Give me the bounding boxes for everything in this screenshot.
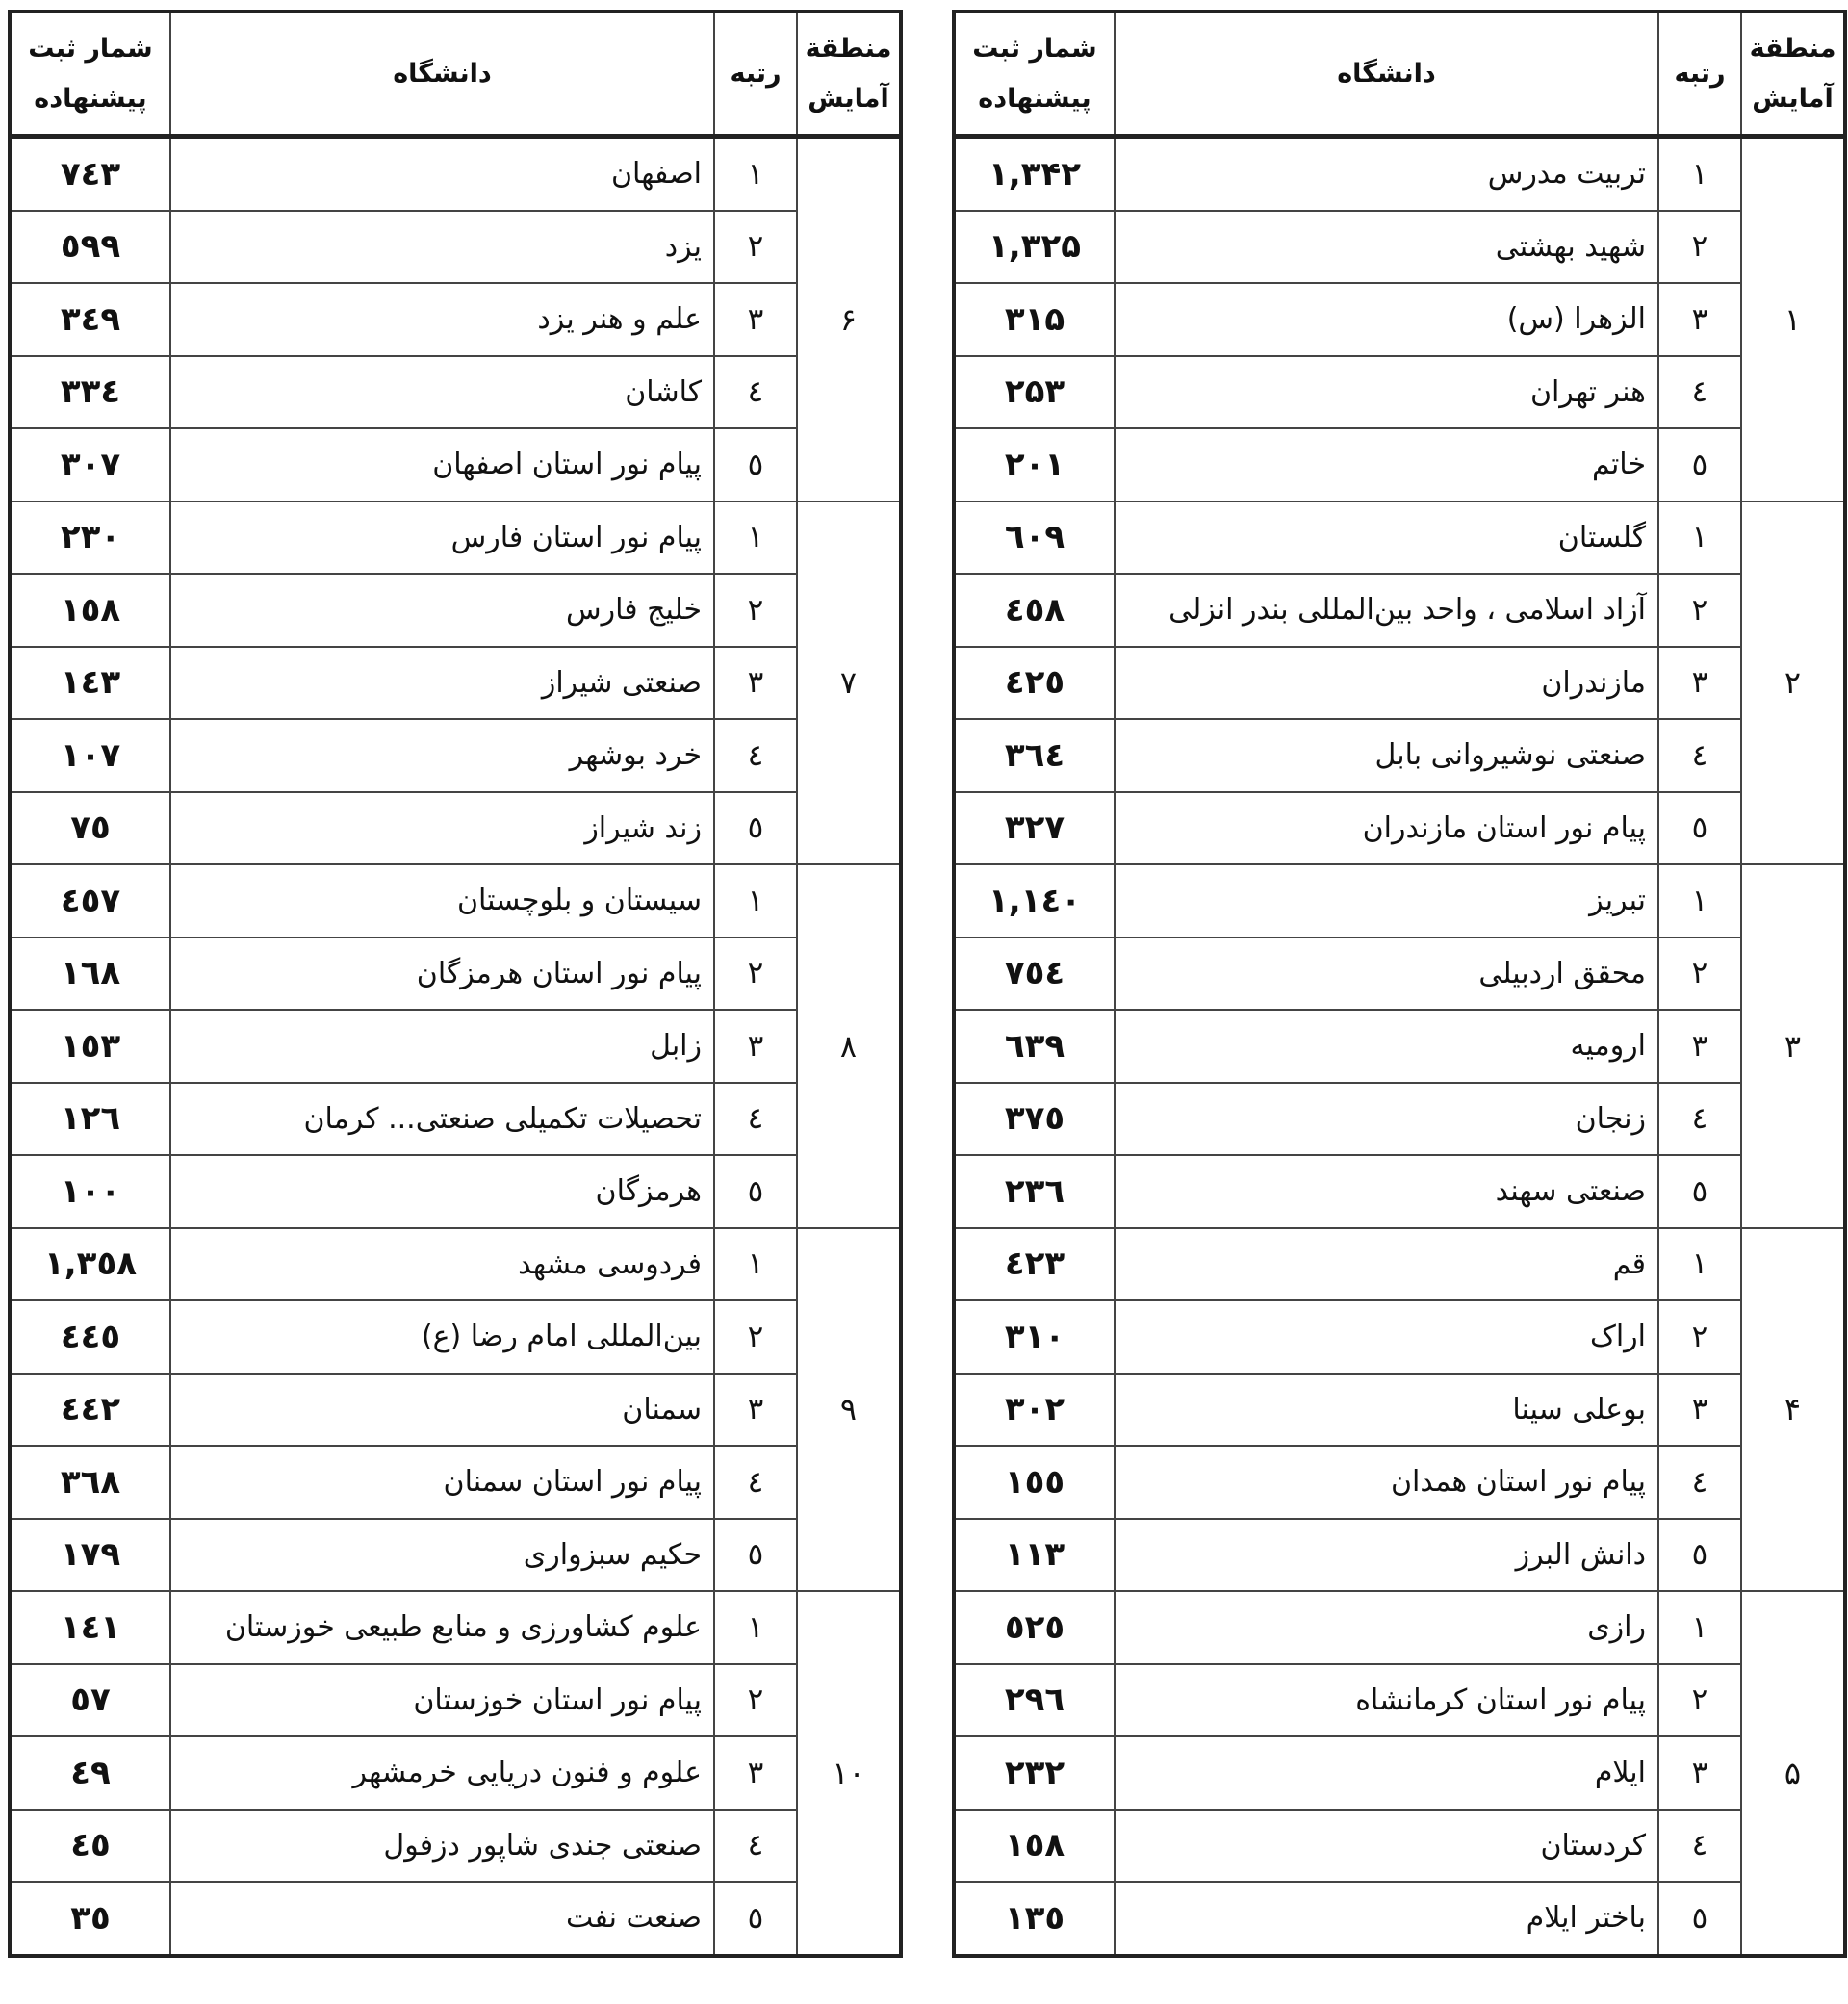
university-cell: تحصیلات تکمیلی صنعتی... کرمان — [170, 1083, 714, 1156]
rank-cell: ۱ — [714, 864, 797, 938]
count-cell: ۳۷٥ — [954, 1083, 1115, 1156]
count-cell: ٤۲۳ — [954, 1228, 1115, 1301]
count-cell: ۳٦٤ — [954, 719, 1115, 792]
rank-cell: ۱ — [714, 501, 797, 575]
table-header — [954, 12, 1845, 137]
ranking-table-right — [952, 10, 1847, 1958]
university-cell: زند شیراز — [170, 792, 714, 865]
university-cell: یزد — [170, 211, 714, 284]
count-cell: ۳٤۹ — [10, 283, 170, 356]
university-cell: شهید بهشتی — [1115, 211, 1658, 284]
region-cell: ۲ — [1741, 501, 1845, 865]
rank-cell: ٥ — [1658, 1155, 1741, 1228]
table-row — [10, 1736, 901, 1810]
header-university: دانشگاه — [1115, 12, 1658, 137]
count-cell: ۱۷۹ — [10, 1519, 170, 1592]
table-row — [954, 1155, 1845, 1228]
university-cell: بوعلی سینا — [1115, 1374, 1658, 1447]
table-row — [10, 1300, 901, 1374]
rank-cell: ۲ — [1658, 211, 1741, 284]
rank-cell: ۳ — [1658, 283, 1741, 356]
table-row — [10, 501, 901, 575]
university-cell: علم و هنر یزد — [170, 283, 714, 356]
rank-cell: ۳ — [714, 1736, 797, 1810]
table-row — [954, 1374, 1845, 1447]
count-cell: ٤٥۸ — [954, 574, 1115, 647]
rank-cell: ٤ — [714, 1810, 797, 1883]
table-row — [10, 938, 901, 1011]
rank-cell: ۲ — [1658, 938, 1741, 1011]
rank-cell: ۲ — [1658, 1300, 1741, 1374]
rank-cell: ٤ — [714, 356, 797, 429]
rank-cell: ٥ — [1658, 1519, 1741, 1592]
table-row — [954, 574, 1845, 647]
count-cell: ۳٦۸ — [10, 1446, 170, 1519]
count-cell: ۷٥٤ — [954, 938, 1115, 1011]
university-cell: قم — [1115, 1228, 1658, 1301]
university-cell: پیام نور استان خوزستان — [170, 1664, 714, 1737]
table-row — [954, 864, 1845, 938]
rank-cell: ٤ — [714, 719, 797, 792]
table-row — [10, 647, 901, 720]
rank-cell: ۲ — [1658, 574, 1741, 647]
table-body — [954, 137, 1845, 1956]
count-cell: ٦۳۹ — [954, 1010, 1115, 1083]
rank-cell: ٤ — [714, 1083, 797, 1156]
table-header — [10, 12, 901, 137]
table-row — [954, 501, 1845, 575]
count-cell: ۱٥۸ — [954, 1810, 1115, 1883]
header-university: دانشگاه — [170, 12, 714, 137]
count-cell: ٤٤۲ — [10, 1374, 170, 1447]
rank-cell: ٥ — [1658, 792, 1741, 865]
rank-cell: ٤ — [1658, 1083, 1741, 1156]
count-cell: ۱۲٦ — [10, 1083, 170, 1156]
rank-cell: ٤ — [714, 1446, 797, 1519]
header-region: منطقة آمایش — [1741, 12, 1845, 137]
count-cell: ۲۵۳ — [954, 356, 1115, 429]
rank-cell: ۲ — [714, 1300, 797, 1374]
count-cell: ۱۰۷ — [10, 719, 170, 792]
rank-cell: ۱ — [714, 1591, 797, 1664]
university-cell: صنعتی سهند — [1115, 1155, 1658, 1228]
region-cell: ۵ — [1741, 1591, 1845, 1956]
university-cell: فردوسی مشهد — [170, 1228, 714, 1301]
university-cell: محقق اردبیلی — [1115, 938, 1658, 1011]
count-cell: ۷٤۳ — [10, 137, 170, 211]
count-cell: ۲۳٦ — [954, 1155, 1115, 1228]
count-cell: ٤٥۷ — [10, 864, 170, 938]
table-row — [954, 1736, 1845, 1810]
region-cell: ۷ — [797, 501, 901, 865]
count-cell: ۳۳٤ — [10, 356, 170, 429]
header-count: شمار ثبت پیشنهاده — [10, 12, 170, 137]
count-cell: ۳۰۷ — [10, 428, 170, 501]
table-row — [954, 211, 1845, 284]
count-cell: ۳۱۵ — [954, 283, 1115, 356]
table-row — [954, 792, 1845, 865]
rank-cell: ۱ — [1658, 864, 1741, 938]
university-cell: پیام نور استان هرمزگان — [170, 938, 714, 1011]
university-cell: هرمزگان — [170, 1155, 714, 1228]
rank-cell: ۳ — [714, 647, 797, 720]
count-cell: ۱٥٥ — [954, 1446, 1115, 1519]
table-row — [10, 1810, 901, 1883]
rank-cell: ۳ — [714, 283, 797, 356]
university-cell: پیام نور استان مازندران — [1115, 792, 1658, 865]
count-cell: ۲۹٦ — [954, 1664, 1115, 1737]
count-cell: ٤٥ — [10, 1810, 170, 1883]
count-cell: ۱,۳۴۲ — [954, 137, 1115, 211]
header-rank: رتبه — [1658, 12, 1741, 137]
table-row — [10, 1374, 901, 1447]
university-cell: علوم کشاورزی و منابع طبیعی خوزستان — [170, 1591, 714, 1664]
count-cell: ۳۱۰ — [954, 1300, 1115, 1374]
region-cell: ۱ — [1741, 137, 1845, 501]
rank-cell: ٤ — [1658, 1446, 1741, 1519]
header-region: منطقة آمایش — [797, 12, 901, 137]
university-cell: حکیم سبزواری — [170, 1519, 714, 1592]
university-cell: سیستان و بلوچستان — [170, 864, 714, 938]
university-cell: پیام نور استان سمنان — [170, 1446, 714, 1519]
table-row — [10, 1446, 901, 1519]
table-row — [954, 1882, 1845, 1956]
rank-cell: ٥ — [714, 428, 797, 501]
university-cell: بین‌المللی امام رضا (ع) — [170, 1300, 714, 1374]
university-cell: رازی — [1115, 1591, 1658, 1664]
university-cell: سمنان — [170, 1374, 714, 1447]
table-row — [10, 1010, 901, 1083]
rank-cell: ۱ — [1658, 501, 1741, 575]
university-cell: علوم و فنون دریایی خرمشهر — [170, 1736, 714, 1810]
table-row — [954, 647, 1845, 720]
table-row — [954, 1591, 1845, 1664]
university-cell: زابل — [170, 1010, 714, 1083]
region-cell: ۸ — [797, 864, 901, 1228]
rank-cell: ٥ — [714, 792, 797, 865]
region-cell: ۳ — [1741, 864, 1845, 1228]
rank-cell: ۳ — [1658, 1736, 1741, 1810]
table-row — [954, 356, 1845, 429]
table-row — [954, 1519, 1845, 1592]
university-cell: پیام نور استان اصفهان — [170, 428, 714, 501]
university-cell: صنعتی شیراز — [170, 647, 714, 720]
count-cell: ٥۹۹ — [10, 211, 170, 284]
university-cell: باختر ایلام — [1115, 1882, 1658, 1956]
count-cell: ۲۰۱ — [954, 428, 1115, 501]
table-row — [954, 938, 1845, 1011]
rank-cell: ۳ — [714, 1010, 797, 1083]
university-cell: ارومیه — [1115, 1010, 1658, 1083]
rank-cell: ۲ — [714, 211, 797, 284]
count-cell: ٥۷ — [10, 1664, 170, 1737]
count-cell: ۷٥ — [10, 792, 170, 865]
count-cell: ٤۹ — [10, 1736, 170, 1810]
count-cell: ۱,۳۲۵ — [954, 211, 1115, 284]
university-cell: اصفهان — [170, 137, 714, 211]
university-cell: پیام نور استان همدان — [1115, 1446, 1658, 1519]
rank-cell: ۳ — [714, 1374, 797, 1447]
university-cell: تبریز — [1115, 864, 1658, 938]
count-cell: ۱,۱٤۰ — [954, 864, 1115, 938]
rank-cell: ٥ — [1658, 1882, 1741, 1956]
count-cell: ۱٥۸ — [10, 574, 170, 647]
rank-cell: ۲ — [714, 1664, 797, 1737]
rank-cell: ٤ — [1658, 719, 1741, 792]
rank-cell: ۲ — [714, 574, 797, 647]
count-cell: ۳۲۷ — [954, 792, 1115, 865]
rank-cell: ۱ — [1658, 1591, 1741, 1664]
count-cell: ۳٥ — [10, 1882, 170, 1956]
university-cell: تربیت مدرس — [1115, 137, 1658, 211]
table-row — [10, 211, 901, 284]
university-cell: ایلام — [1115, 1736, 1658, 1810]
university-cell: مازندران — [1115, 647, 1658, 720]
table-row — [10, 428, 901, 501]
rank-cell: ٤ — [1658, 1810, 1741, 1883]
rank-cell: ٥ — [1658, 428, 1741, 501]
table-row — [954, 1083, 1845, 1156]
university-cell: الزهرا (س) — [1115, 283, 1658, 356]
region-cell: ۶ — [797, 137, 901, 501]
rank-cell: ۳ — [1658, 1374, 1741, 1447]
university-cell: گلستان — [1115, 501, 1658, 575]
count-cell: ۲۳۰ — [10, 501, 170, 575]
university-cell: کردستان — [1115, 1810, 1658, 1883]
count-cell: ۱٤۱ — [10, 1591, 170, 1664]
rank-cell: ۱ — [1658, 137, 1741, 211]
count-cell: ۱,۳٥۸ — [10, 1228, 170, 1301]
count-cell: ٥۲٥ — [954, 1591, 1115, 1664]
university-cell: اراک — [1115, 1300, 1658, 1374]
table-row — [10, 283, 901, 356]
university-cell: خاتم — [1115, 428, 1658, 501]
count-cell: ۱۳٥ — [954, 1882, 1115, 1956]
table-row — [10, 574, 901, 647]
table-row — [10, 1083, 901, 1156]
university-cell: صنعتی نوشیروانی بابل — [1115, 719, 1658, 792]
university-cell: دانش البرز — [1115, 1519, 1658, 1592]
table-row — [954, 428, 1845, 501]
header-rank: رتبه — [714, 12, 797, 137]
rank-cell: ٥ — [714, 1882, 797, 1956]
rank-cell: ۲ — [1658, 1664, 1741, 1737]
rank-cell: ۱ — [1658, 1228, 1741, 1301]
table-row — [954, 137, 1845, 211]
ranking-table-left — [8, 10, 903, 1958]
rank-cell: ۱ — [714, 137, 797, 211]
university-cell: هنر تهران — [1115, 356, 1658, 429]
count-cell: ۲۳۲ — [954, 1736, 1115, 1810]
table-row — [10, 1882, 901, 1956]
rank-cell: ۱ — [714, 1228, 797, 1301]
table-row — [10, 1155, 901, 1228]
table-row — [954, 1010, 1845, 1083]
count-cell: ۱۰۰ — [10, 1155, 170, 1228]
table-row — [954, 1300, 1845, 1374]
count-cell: ۱٤۳ — [10, 647, 170, 720]
table-row — [10, 356, 901, 429]
count-cell: ۳۰۲ — [954, 1374, 1115, 1447]
rank-cell: ۳ — [1658, 647, 1741, 720]
region-cell: ۹ — [797, 1228, 901, 1592]
university-cell: صنعتی جندی شاپور دزفول — [170, 1810, 714, 1883]
table-row — [10, 719, 901, 792]
region-cell: ۱۰ — [797, 1591, 901, 1956]
rank-cell: ۲ — [714, 938, 797, 1011]
count-cell: ۱٦۸ — [10, 938, 170, 1011]
rank-cell: ۳ — [1658, 1010, 1741, 1083]
table-row — [10, 1664, 901, 1737]
count-cell: ۱٥۳ — [10, 1010, 170, 1083]
table-row — [954, 719, 1845, 792]
university-cell: پیام نور استان فارس — [170, 501, 714, 575]
table-row — [954, 1664, 1845, 1737]
count-cell: ٤٤٥ — [10, 1300, 170, 1374]
table-row — [10, 864, 901, 938]
region-cell: ۴ — [1741, 1228, 1845, 1592]
university-cell: خلیج فارس — [170, 574, 714, 647]
table-row — [10, 137, 901, 211]
rank-cell: ٥ — [714, 1519, 797, 1592]
rank-cell: ٤ — [1658, 356, 1741, 429]
count-cell: ۱۱۳ — [954, 1519, 1115, 1592]
table-row — [10, 1591, 901, 1664]
university-cell: صنعت نفت — [170, 1882, 714, 1956]
table-row — [954, 283, 1845, 356]
university-cell: پیام نور استان کرمانشاه — [1115, 1664, 1658, 1737]
table-row — [10, 1228, 901, 1301]
count-cell: ٦۰۹ — [954, 501, 1115, 575]
university-cell: کاشان — [170, 356, 714, 429]
university-cell: آزاد اسلامی ، واحد بین‌المللی بندر انزلی — [1115, 574, 1658, 647]
count-cell: ٤۲٥ — [954, 647, 1115, 720]
table-row — [10, 1519, 901, 1592]
table-row — [954, 1810, 1845, 1883]
university-cell: زنجان — [1115, 1083, 1658, 1156]
university-cell: خرد بوشهر — [170, 719, 714, 792]
table-row — [954, 1446, 1845, 1519]
rank-cell: ٥ — [714, 1155, 797, 1228]
table-row — [954, 1228, 1845, 1301]
table-row — [10, 792, 901, 865]
header-count: شمار ثبت پیشنهاده — [954, 12, 1115, 137]
table-body — [10, 137, 901, 1956]
